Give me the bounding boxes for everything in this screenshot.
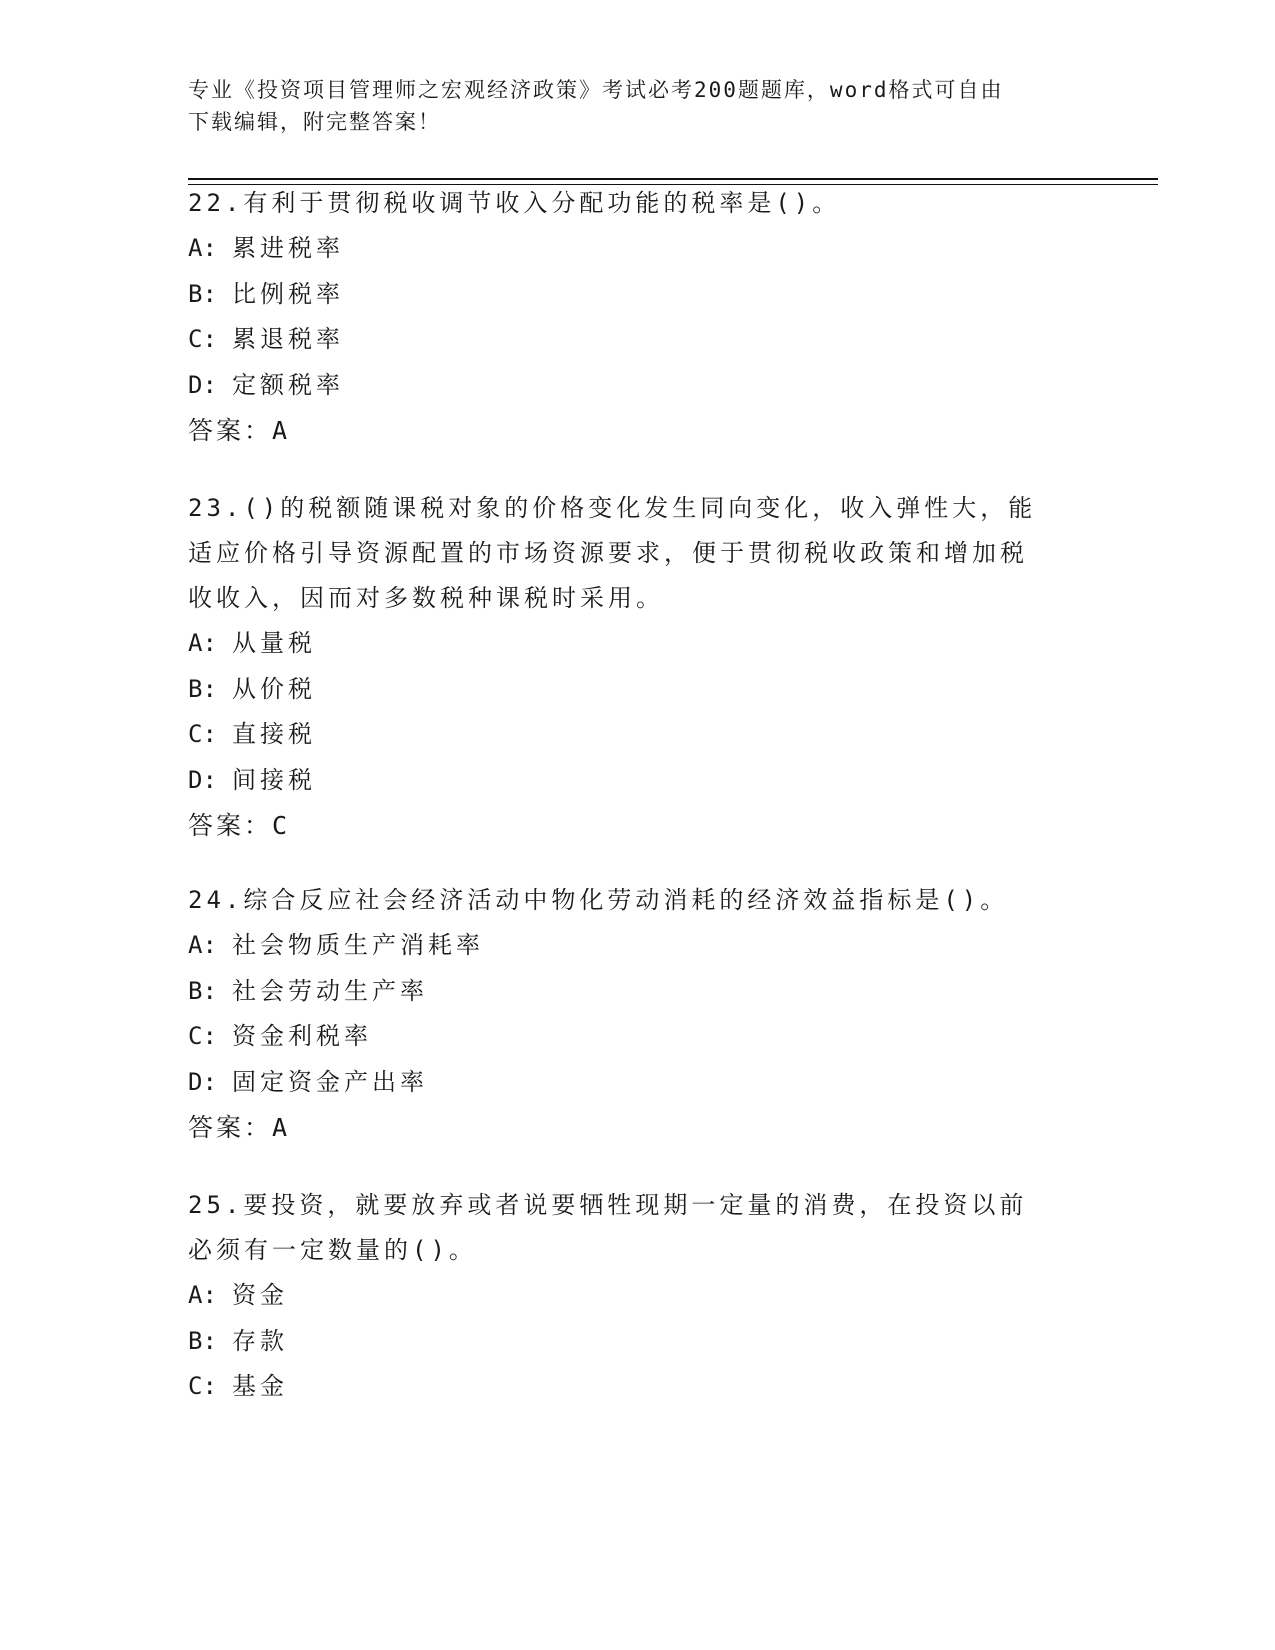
option-text: 直接税 bbox=[232, 720, 316, 748]
option-text: 从价税 bbox=[232, 674, 316, 703]
option-text: 累进税率 bbox=[232, 234, 344, 262]
option-letter: D: bbox=[188, 1067, 217, 1096]
option-letter: C: bbox=[188, 325, 217, 353]
question-23 bbox=[188, 486, 1048, 848]
option-d bbox=[188, 1060, 1088, 1106]
option-c bbox=[188, 317, 1088, 363]
option-letter: B: bbox=[188, 1326, 217, 1355]
option-text: 间接税 bbox=[232, 765, 316, 794]
option-text: 资金利税率 bbox=[232, 1022, 372, 1050]
option-letter: A: bbox=[188, 931, 217, 959]
option-letter: C: bbox=[188, 720, 217, 748]
option-text: 定额税率 bbox=[232, 370, 344, 399]
option-letter: A: bbox=[188, 234, 217, 262]
header-line-2: 下载编辑，附完整答案！ bbox=[188, 110, 441, 134]
option-b bbox=[188, 667, 1048, 713]
option-text: 资金 bbox=[232, 1281, 288, 1309]
answer-line: 答案：A bbox=[188, 1113, 291, 1142]
document-header bbox=[188, 74, 1088, 138]
option-letter: C: bbox=[188, 1372, 217, 1400]
option-letter: B: bbox=[188, 976, 217, 1005]
question-24 bbox=[188, 878, 1088, 1150]
header-line-1: 专业《投资项目管理师之宏观经济政策》考试必考200题题库，word格式可自由 bbox=[188, 78, 1004, 102]
answer-line: 答案：A bbox=[188, 416, 291, 445]
option-letter: B: bbox=[188, 674, 217, 703]
question-text: 23.()的税额随课税对象的价格变化发生同向变化，收入弹性大，能适应价格引导资源配置的市场资源要求，便于贯彻税收政策和增加税收收入，因而对多数税种课税时采用。 bbox=[188, 494, 1037, 612]
question-text: 24.综合反应社会经济活动中物化劳动消耗的经济效益指标是()。 bbox=[188, 886, 1009, 914]
option-b bbox=[188, 969, 1088, 1015]
question-25 bbox=[188, 1183, 1048, 1410]
option-d bbox=[188, 758, 1048, 804]
option-letter: C: bbox=[188, 1022, 217, 1050]
option-letter: A: bbox=[188, 1281, 217, 1309]
option-letter: A: bbox=[188, 629, 217, 657]
option-text: 存款 bbox=[232, 1326, 288, 1355]
option-c bbox=[188, 1364, 1048, 1410]
option-text: 基金 bbox=[232, 1372, 288, 1400]
option-letter: D: bbox=[188, 370, 217, 399]
option-b bbox=[188, 272, 1088, 318]
answer-line: 答案：C bbox=[188, 811, 291, 840]
option-letter: B: bbox=[188, 279, 217, 308]
option-text: 固定资金产出率 bbox=[232, 1067, 428, 1096]
option-text: 从量税 bbox=[232, 629, 316, 657]
option-c bbox=[188, 712, 1048, 758]
option-a bbox=[188, 1273, 1048, 1319]
option-text: 比例税率 bbox=[232, 279, 344, 308]
question-22 bbox=[188, 181, 1088, 453]
question-text: 25.要投资，就要放弃或者说要牺牲现期一定量的消费，在投资以前必须有一定数量的()。 bbox=[188, 1191, 1028, 1264]
question-text: 22.有利于贯彻税收调节收入分配功能的税率是()。 bbox=[188, 189, 841, 217]
option-text: 累退税率 bbox=[232, 325, 344, 353]
option-text: 社会劳动生产率 bbox=[232, 976, 428, 1005]
option-c bbox=[188, 1014, 1088, 1060]
option-letter: D: bbox=[188, 765, 217, 794]
option-a bbox=[188, 621, 1048, 667]
option-b bbox=[188, 1319, 1048, 1365]
option-d bbox=[188, 363, 1088, 409]
option-text: 社会物质生产消耗率 bbox=[232, 931, 484, 959]
option-a bbox=[188, 923, 1088, 969]
option-a bbox=[188, 226, 1088, 272]
